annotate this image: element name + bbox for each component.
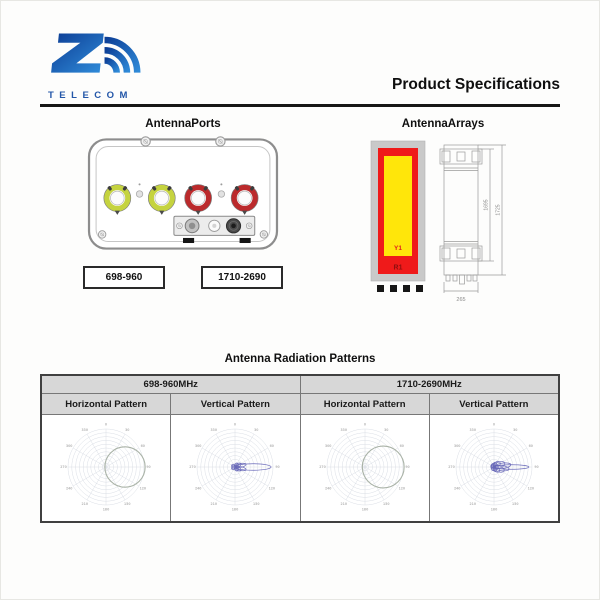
- svg-text:150: 150: [382, 501, 390, 506]
- polar-plot-high-vertical: [442, 420, 546, 516]
- svg-text:240: 240: [195, 486, 202, 491]
- pattern-plot-cell: [171, 415, 299, 521]
- zd-logo-icon: [46, 26, 150, 82]
- svg-text:210: 210: [340, 501, 347, 506]
- svg-text:330: 330: [210, 428, 218, 433]
- zd-telecom-logo: [46, 26, 150, 101]
- corner-screw-icon: [260, 231, 267, 238]
- pattern-plot-cell: [301, 415, 429, 521]
- dimension-overall-height: 1725: [495, 204, 502, 216]
- svg-text:90: 90: [275, 465, 281, 469]
- ground-lug-icon: [183, 238, 194, 243]
- svg-text:120: 120: [398, 486, 405, 491]
- ports-section-title: AntennaPorts: [145, 118, 221, 130]
- antenna-arrays-section: [326, 118, 560, 307]
- top-sections: [40, 118, 560, 307]
- pattern-plot-cell: [430, 415, 558, 521]
- svg-text:240: 240: [66, 486, 73, 491]
- svg-text:180: 180: [490, 507, 498, 512]
- small-port-icon: [218, 191, 224, 197]
- svg-text:30: 30: [512, 428, 518, 433]
- svg-text:210: 210: [81, 501, 89, 506]
- svg-text:60: 60: [399, 443, 404, 448]
- svg-text:90: 90: [534, 465, 539, 469]
- dimension-inner-height: 1695: [483, 199, 490, 211]
- svg-text:210: 210: [210, 501, 218, 506]
- arrays-section-title: AntennaArrays: [401, 118, 485, 130]
- header: [40, 0, 560, 101]
- svg-text:270: 270: [189, 465, 197, 469]
- svg-text:30: 30: [383, 428, 389, 433]
- svg-text:30: 30: [125, 428, 130, 433]
- svg-text:150: 150: [253, 501, 260, 506]
- antenna-ports-section: [40, 118, 326, 307]
- svg-text:60: 60: [270, 443, 275, 448]
- svg-text:240: 240: [324, 486, 332, 491]
- panel-screw-icon: [246, 223, 252, 229]
- svg-text:210: 210: [469, 501, 476, 506]
- svg-text:180: 180: [361, 507, 368, 512]
- svg-text:180: 180: [232, 507, 239, 512]
- svg-text:270: 270: [60, 465, 67, 469]
- svg-text:330: 330: [340, 428, 347, 433]
- svg-text:330: 330: [81, 428, 89, 433]
- array-connector-icon: [377, 285, 384, 292]
- logo-wordmark: TELECOM: [48, 90, 133, 101]
- svg-text:60: 60: [140, 443, 146, 448]
- band-header-cell: 1710-2690MHz: [301, 376, 559, 393]
- antenna-array-dimensions: [438, 135, 516, 307]
- svg-text:120: 120: [527, 486, 534, 491]
- svg-text:180: 180: [102, 507, 110, 512]
- svg-text:270: 270: [448, 465, 455, 469]
- top-screw-icon: [216, 137, 225, 146]
- polar-plot-high-horizontal: [313, 420, 417, 516]
- top-screw-icon: [141, 137, 150, 146]
- svg-text:30: 30: [254, 428, 259, 433]
- yellow-array-region: [384, 156, 412, 256]
- svg-text:300: 300: [66, 443, 73, 448]
- small-port-icon: [136, 191, 142, 197]
- dimension-width: 265: [456, 297, 466, 303]
- svg-text:240: 240: [453, 486, 461, 491]
- panel-screw-icon: [177, 223, 183, 229]
- yellow-array-label: Y1: [394, 245, 402, 252]
- svg-text:150: 150: [124, 501, 131, 506]
- low-band-box: 698-960: [83, 266, 165, 289]
- pattern-header-cell: Horizontal Pattern: [301, 394, 429, 414]
- pattern-header-cell: Vertical Pattern: [430, 394, 558, 414]
- band-label-row: [40, 266, 326, 289]
- array-connector-icon: [390, 285, 397, 292]
- band-header-cell: 698-960MHz: [42, 376, 300, 393]
- polar-plot-low-horizontal: [54, 420, 158, 516]
- svg-text:0: 0: [363, 422, 366, 427]
- svg-text:120: 120: [139, 486, 147, 491]
- svg-text:270: 270: [318, 465, 326, 469]
- svg-text:300: 300: [453, 443, 461, 448]
- header-divider: [40, 104, 560, 107]
- svg-text:120: 120: [268, 486, 276, 491]
- pattern-header-cell: Horizontal Pattern: [42, 394, 170, 414]
- svg-text:0: 0: [234, 422, 237, 427]
- svg-text:60: 60: [528, 443, 533, 448]
- polar-plot-low-vertical: [183, 420, 287, 516]
- svg-text:0: 0: [492, 422, 495, 427]
- high-band-box: 1710-2690: [201, 266, 283, 289]
- patterns-title: Antenna Radiation Patterns: [224, 353, 376, 365]
- svg-text:300: 300: [324, 443, 332, 448]
- svg-text:0: 0: [105, 422, 108, 427]
- svg-text:150: 150: [511, 501, 519, 506]
- svg-text:300: 300: [195, 443, 202, 448]
- corner-screw-icon: [98, 231, 105, 238]
- svg-text:90: 90: [146, 465, 151, 469]
- array-connector-icon: [403, 285, 410, 292]
- radiation-patterns-table: [40, 374, 560, 523]
- svg-text:330: 330: [469, 428, 476, 433]
- svg-text:90: 90: [404, 465, 410, 469]
- array-connector-icon: [416, 285, 423, 292]
- antenna-ports-diagram: [87, 135, 279, 253]
- ground-lug-icon: [240, 238, 251, 243]
- antenna-array-panel: [370, 135, 428, 297]
- page-title: Product Specifications: [392, 76, 560, 93]
- pattern-header-cell: Vertical Pattern: [171, 394, 299, 414]
- red-array-label: R1: [393, 264, 403, 272]
- pattern-plot-cell: [42, 415, 170, 521]
